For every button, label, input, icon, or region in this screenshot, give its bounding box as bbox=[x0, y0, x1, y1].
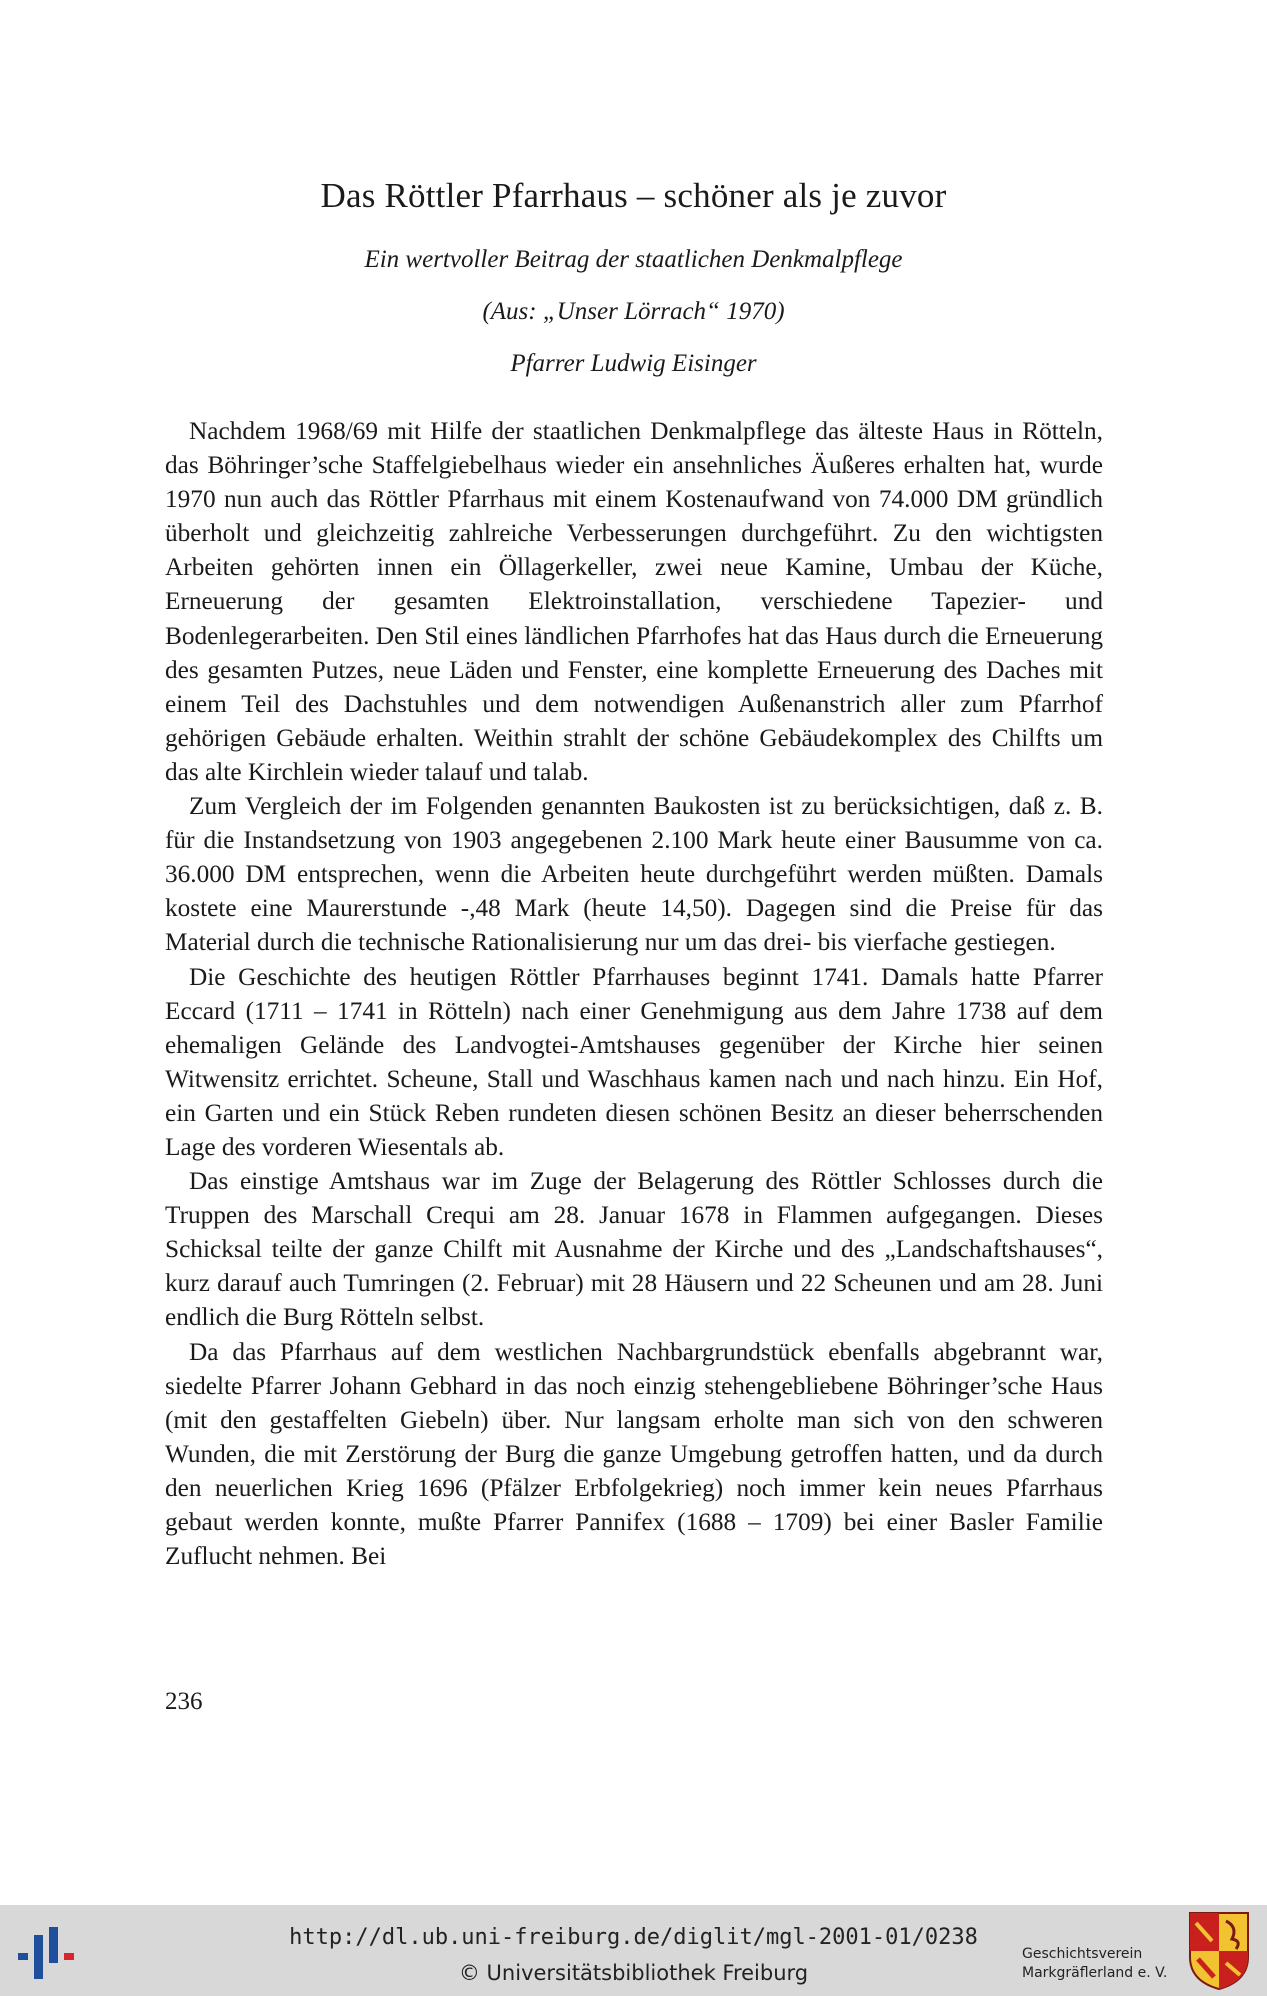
source-note: (Aus: „Unser Lörrach“ 1970) bbox=[482, 298, 785, 325]
society-line-2: Markgräflerland e. V. bbox=[1022, 1965, 1168, 1981]
society-name bbox=[1022, 1945, 1167, 1983]
footer-bar bbox=[0, 1905, 1267, 1996]
paragraph: Die Geschichte des heutigen Röttler Pfarrhauses beginnt 1741. Damals hatte Pfarrer Eccard (1711 – 1741 in Rötteln) nach einer Genehmigung aus dem Jahre 1738 auf dem ehemaligen Gelände des Landvogtei-Amtshauses gegenüber der Kirche hier seinen Witwensitz errichtet. Scheune, Stall und Waschhaus kamen nach und nach hinzu. Ein Hof, ein Garten und ein Stück Reben rundeten diesen schönen Besitz an dieser beherrschenden Lage des vorderen Wiesentals ab. bbox=[165, 962, 1103, 1161]
footer-url-link[interactable]: http://dl.ub.uni-freiburg.de/diglit/mgl-2001-01/0238 bbox=[289, 1925, 978, 1950]
paragraph: Das einstige Amtshaus war im Zuge der Belagerung des Röttler Schlosses durch die Truppen des Marschall Crequi am 28. Januar 1678 in Flammen aufgegangen. Dieses Schicksal teilte der ganze Chilft mit Ausnahme der Kirche und des „Landschaftshauses“, kurz darauf auch Tumringen (2. Februar) mit 28 Häusern und 22 Scheunen und am 28. Juni endlich die Burg Rötteln selbst. bbox=[165, 1167, 1103, 1332]
subtitle: Ein wertvoller Beitrag der staatlichen Denkmalpflege bbox=[364, 246, 903, 273]
body-text bbox=[165, 414, 1103, 1573]
paragraph: Da das Pfarrhaus auf dem westlichen Nachbargrundstück ebenfalls abgebrannt war, siedelte Pfarrer Johann Gebhard in das noch einzig stehengebliebene Böhringer’sche Haus (mit den gestaffelten Giebeln) über. Nur langsam erholte man sich von den schweren Wunden, die mit Zerstörung der Burg die ganze Umgebung getroffen hatten, und da durch den neuerlichen Krieg 1696 (Pfälzer Erbfolgekrieg) noch immer kein neues Pfarrhaus gebaut werden konnte, mußte Pfarrer Pannifex (1688 – 1709) bei einer Basler Familie Zuflucht nehmen. Bei bbox=[165, 1337, 1103, 1571]
paragraph: Nachdem 1968/69 mit Hilfe der staatlichen Denkmalpflege das älteste Haus in Rötteln, das Böhringer’sche Staffelgiebelhaus wieder ein ansehnliches Äußeres erhalten hat, wurde 1970 nun auch das Röttler Pfarrhaus mit einem Kostenaufwand von 74.000 DM gründlich überholt und gleichzeitig zahlreiche Verbesserungen durchgeführt. Zu den wichtigsten Arbeiten gehörten innen ein Öllagerkeller, zwei neue Kamine, Umbau der Küche, Erneuerung der gesamten Elektroinstallation, verschiedene Tapezier- und Bodenlegerarbeiten. Den Stil eines ländlichen Pfarrhofes hat das Haus durch die Erneuerung des gesamten Putzes, neue Läden und Fenster, eine komplette Erneuerung des Daches mit einem Teil des Dachstuhles und dem notwendigen Außenanstrich aller zum Pfarrhof gehörigen Gebäude erhalten. Weithin strahlt der schöne Gebäudekomplex des Chilfts um das alte Kirchlein wieder talauf und talab. bbox=[165, 417, 1103, 786]
coat-of-arms-icon bbox=[1188, 1911, 1250, 1991]
author: Pfarrer Ludwig Eisinger bbox=[510, 350, 757, 377]
page-number: 236 bbox=[165, 1688, 203, 1715]
society-line-1: Geschichtsverein bbox=[1022, 1946, 1143, 1962]
paragraph: Zum Vergleich der im Folgenden genannten Baukosten ist zu berücksichtigen, daß z. B. für die Instandsetzung von 1903 angegebenen 2.100 Mark heute einer Bausumme von ca. 36.000 DM entsprechen, wenn die Arbeiten heute durchgeführt werden müßten. Damals kostete eine Maurerstunde -,48 Mark (heute 14,50). Dagegen sind die Preise für das Material durch die technische Rationalisierung nur um das drei- bis vierfache gestiegen. bbox=[165, 792, 1103, 957]
footer-copyright: © Universitätsbibliothek Freiburg bbox=[458, 1961, 809, 1985]
page-title: Das Röttler Pfarrhaus – schöner als je zuvor bbox=[320, 176, 947, 215]
